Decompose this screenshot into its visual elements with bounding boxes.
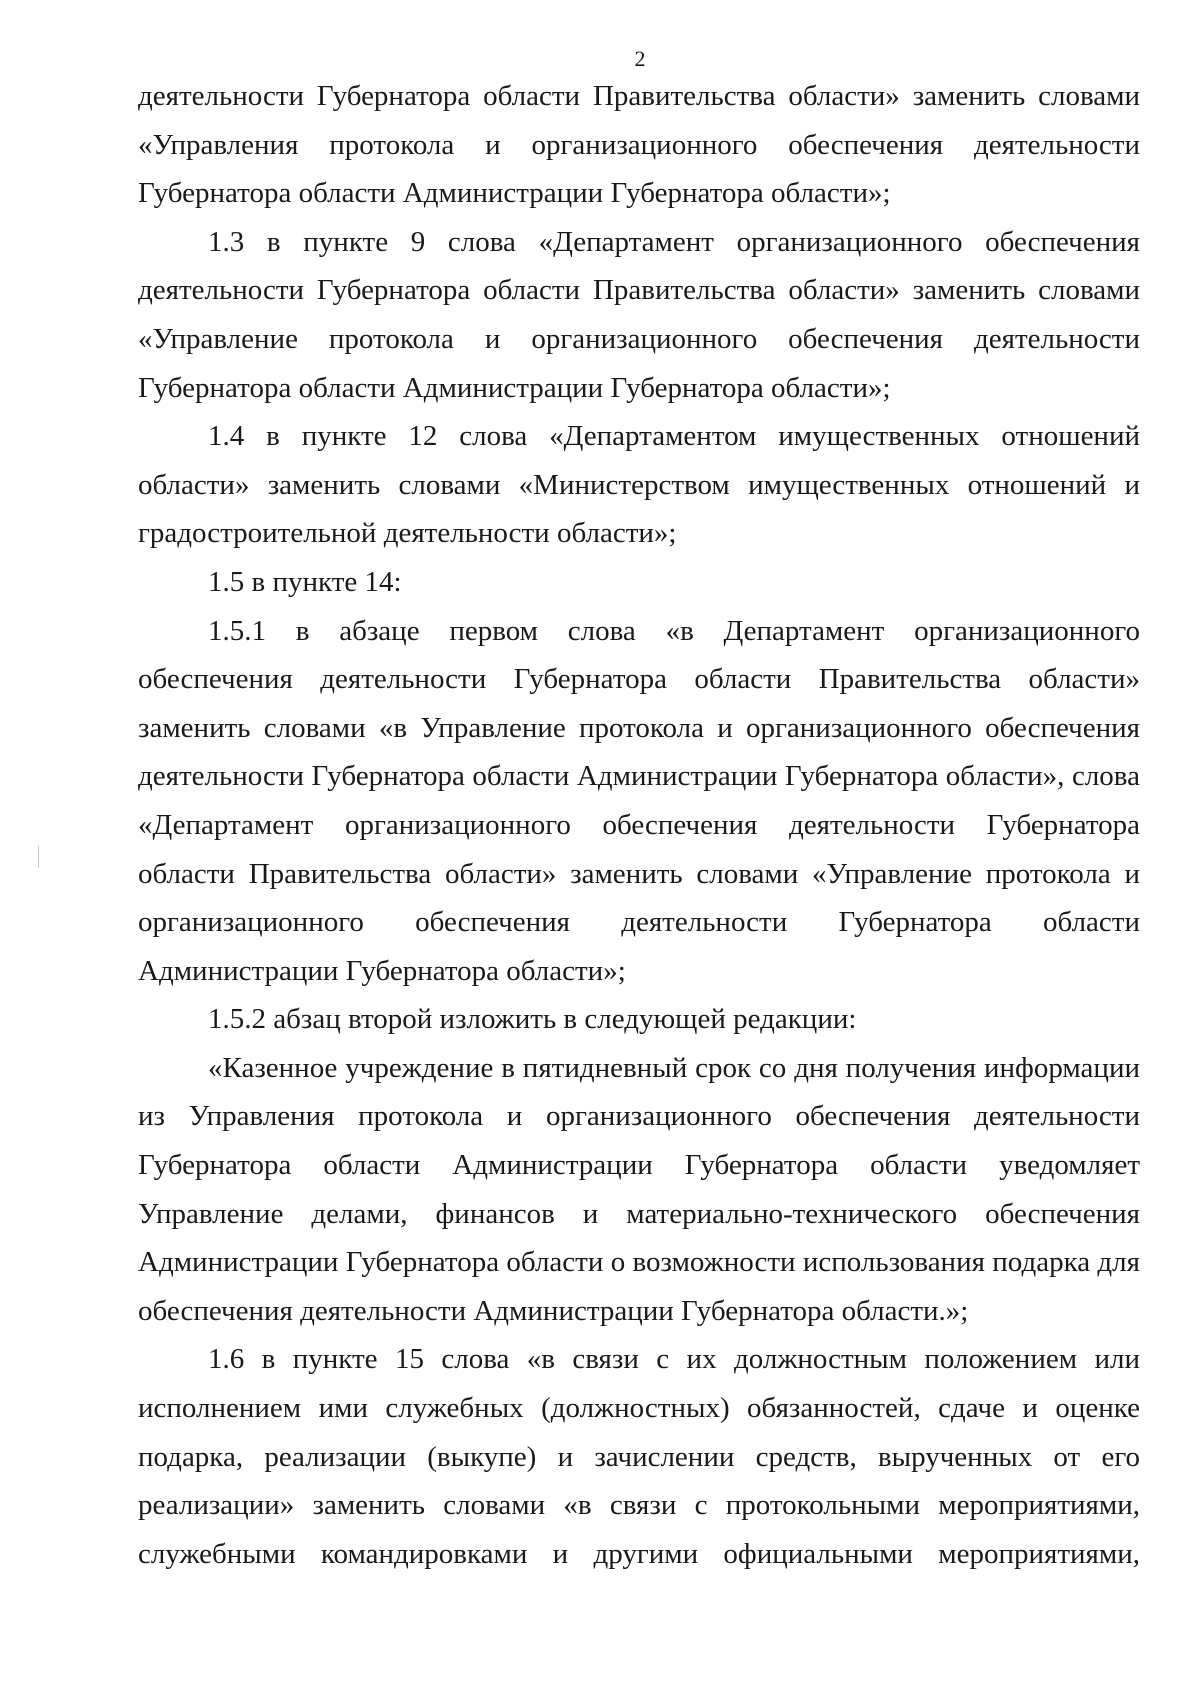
paragraph-1-4: 1.4 в пункте 12 слова «Департаментом имущественных отношений области» заменить словами «Министерством имущественных отношений и градостроительной деятельности области»; [138, 420, 1140, 550]
document-body [138, 72, 1140, 1578]
paragraph-continued: деятельности Губернатора области Правительства области» заменить словами «Управления протокола и организационного обеспечения деятельности Губернатора области Администрации Губернатора области»; [138, 80, 1140, 210]
page-number: 2 [634, 46, 646, 71]
paragraph-1-5-2: 1.5.2 абзац второй изложить в следующей редакции: [208, 1003, 857, 1036]
scan-artifact-mark [38, 846, 39, 868]
paragraph-1-6: 1.6 в пункте 15 слова «в связи с их должностным положением или исполнением ими служебных (должностных) обязанностей, сдаче и оценке подарка, реализации (выкупе) и зачислении средств, вырученных от его реализации» заменить словами «в связи с протокольными мероприятиями, служебными командировками и другими официальными мероприятиями, [138, 1343, 1140, 1570]
paragraph-quoted-text: «Казенное учреждение в пятидневный срок со дня получения информации из Управления протокола и организационного обеспечения деятельности Губернатора области Администрации Губернатора области уведомляет Управление делами, финансов и материально-технического обеспечения Администрации Губернатора области о возможности использования подарка для обеспечения деятельности Администрации Губернатора области.»; [138, 1051, 1140, 1327]
paragraph-1-3: 1.3 в пункте 9 слова «Департамент организационного обеспечения деятельности Губернатора области Правительства области» заменить словами «Управление протокола и организационного обеспечения деятельности Губернатора области Администрации Губернатора области»; [138, 225, 1140, 404]
paragraph-1-5: 1.5 в пункте 14: [208, 565, 402, 598]
paragraph-1-5-1: 1.5.1 в абзаце первом слова «в Департамент организационного обеспечения деятельности Губернатора области Правительства области» заменить словами «в Управление протокола и организационного обеспечения деятельности Губернатора области Администрации Губернатора области», слова «Департамент организационного обеспечения деятельности Губернатора области Правительства области» заменить словами «Управление протокола и организационного обеспечения деятельности Губернатора области Администрации Губернатора области»; [138, 614, 1140, 987]
